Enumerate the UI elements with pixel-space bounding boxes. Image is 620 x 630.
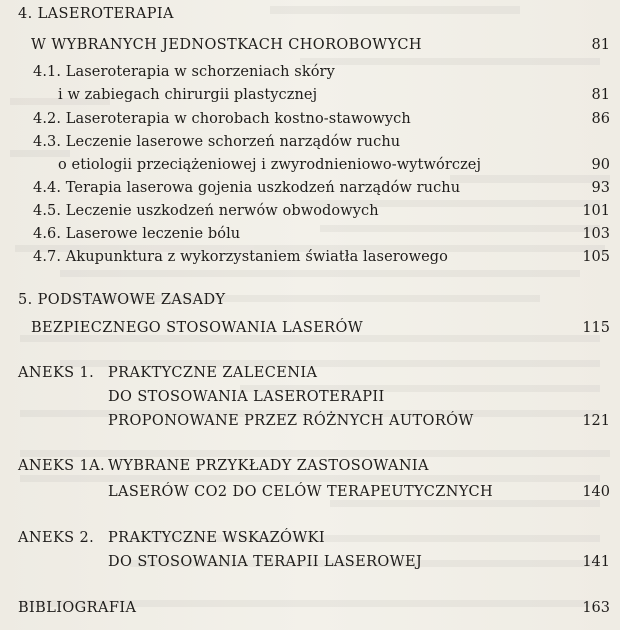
section-4-7: 4.7. Akupunktura z wykorzystaniem światła laserowego [33,249,449,265]
annex-1-page-number: 121 [582,413,610,429]
annex-1a-label: ANEKS 1A. [18,458,106,474]
chapter-4-title-line1: 4. LASEROTERAPIA [18,6,174,22]
section-4-6: 4.6. Laserowe leczenie bólu [33,226,241,242]
chapter-5-title-line2: BEZPIECZNEGO STOSOWANIA LASERÓW [31,320,364,336]
annex-2-page-number: 141 [582,554,610,570]
chapter-5-title-line1: 5. PODSTAWOWE ZASADY [18,292,226,308]
section-4-1-line2: i w zabiegach chirurgii plastycznej [58,87,318,103]
section-4-1-page-number: 81 [591,87,610,103]
section-4-2: 4.2. Laseroterapia w chorobach kostno-stawowych [33,111,411,127]
section-4-5: 4.5. Leczenie uszkodzeń nerwów obwodowych [33,203,379,219]
section-4-3-page-number: 90 [591,157,610,173]
section-4-7-page-number: 105 [582,249,610,265]
annex-2-label: ANEKS 2. [18,530,95,546]
annex-2-title-line1: PRAKTYCZNE WSKAZÓWKI [108,530,325,546]
annex-1a-title-line1: WYBRANE PRZYKŁADY ZASTOSOWANIA [108,458,429,474]
section-4-3-line2: o etiologii przeciążeniowej i zwyrodnieniowo-wytwórczej [58,157,482,173]
section-4-6-page-number: 103 [582,226,610,242]
annex-1-label: ANEKS 1. [18,365,95,381]
annex-1a-page-number: 140 [582,484,610,500]
section-4-3-line1: 4.3. Leczenie laserowe schorzeń narządów ruchu [33,134,401,150]
chapter-4-title-line2: W WYBRANYCH JEDNOSTKACH CHOROBOWYCH [31,37,422,53]
section-4-1-line1: 4.1. Laseroterapia w schorzeniach skóry [33,64,335,80]
bibliography-page-number: 163 [582,600,610,616]
chapter-5-page-number: 115 [582,320,610,336]
section-4-5-page-number: 101 [582,203,610,219]
chapter-4-page-number: 81 [591,37,610,53]
section-4-4-page-number: 93 [591,180,610,196]
section-4-2-page-number: 86 [591,111,610,127]
annex-1-title-line2: DO STOSOWANIA LASEROTERAPII [108,389,385,405]
annex-1-title-line3: PROPONOWANE PRZEZ RÓŻNYCH AUTORÓW [108,413,474,429]
annex-1a-title-line2: LASERÓW CO2 DO CELÓW TERAPEUTYCZNYCH [108,484,494,500]
bibliography-title: BIBLIOGRAFIA [18,600,137,616]
annex-2-title-line2: DO STOSOWANIA TERAPII LASEROWEJ [108,554,423,570]
section-4-4: 4.4. Terapia laserowa gojenia uszkodzeń narządów ruchu [33,180,461,196]
annex-1-title-line1: PRAKTYCZNE ZALECENIA [108,365,318,381]
